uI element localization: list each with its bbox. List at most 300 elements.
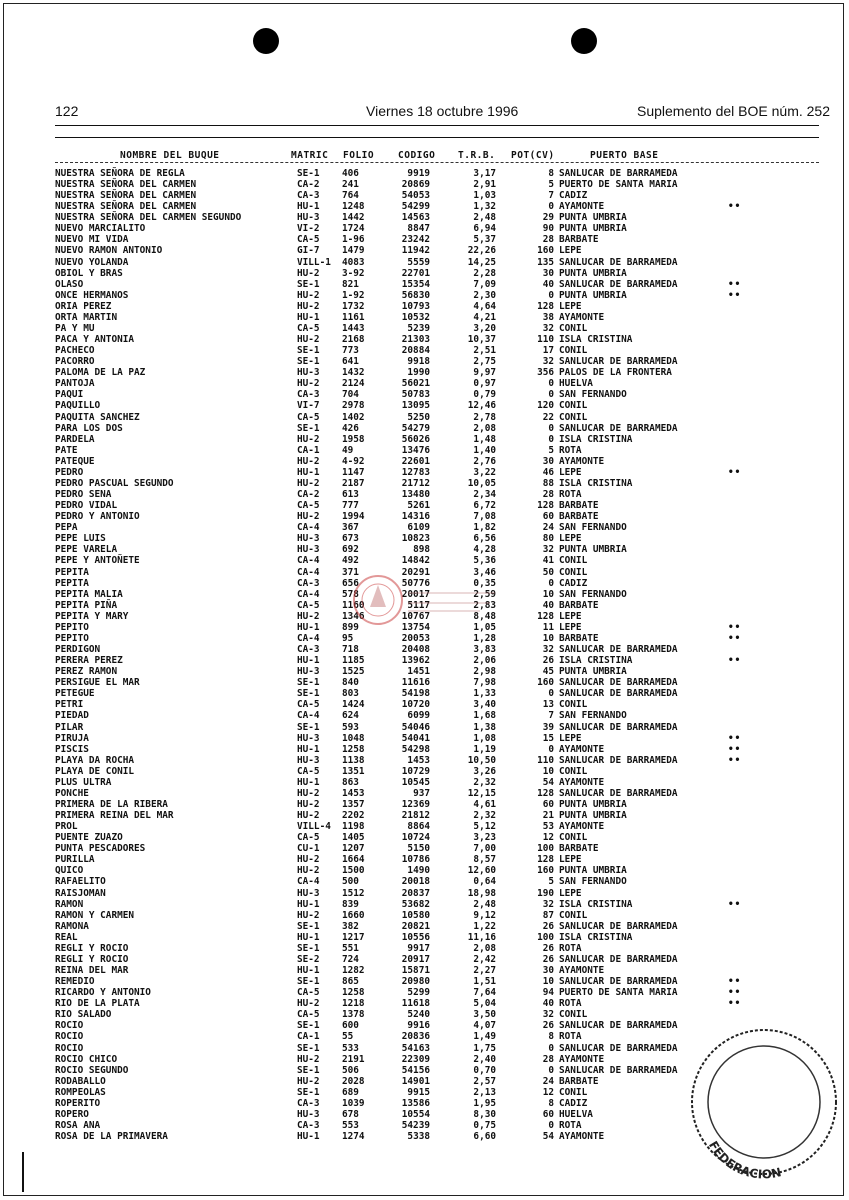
cell-pot: 128 (537, 500, 554, 512)
cell-name: NUEVO MI VIDA (55, 234, 129, 246)
col-trb-header: T.R.B. (458, 150, 496, 161)
cell-folio: 406 (342, 168, 359, 179)
cell-codigo: 5338 (407, 1131, 430, 1143)
cell-matric: HU-1 (297, 621, 320, 633)
cell-name: REGLI Y ROCIO (55, 953, 129, 965)
cell-port: SANLUCAR DE BARRAMEDA (559, 1042, 678, 1054)
cell-folio: 2124 (342, 378, 365, 390)
cell-trb: 0,79 (473, 389, 496, 401)
cell-port: PUNTA UMBRIA (559, 865, 627, 877)
cell-name: PUENTE ZUAZO (55, 832, 123, 844)
cell-matric: HU-1 (297, 965, 320, 977)
cell-folio: 724 (342, 953, 359, 965)
cell-pot: 0 (548, 389, 554, 401)
cell-matric: CA-3 (297, 389, 320, 401)
cell-name: PILAR (55, 721, 84, 733)
cell-name: RAMON (55, 898, 84, 910)
cell-trb: 1,49 (473, 1031, 496, 1043)
cell-folio: 1258 (342, 987, 365, 999)
cell-port: CADIZ (559, 190, 588, 202)
cell-codigo: 10823 (401, 533, 430, 545)
cell-pot: 80 (542, 533, 554, 545)
cell-folio: 1453 (342, 787, 365, 799)
cell-name: PETEGUE (55, 688, 95, 700)
cell-pot: 0 (548, 688, 554, 700)
cell-matric: HU-2 (297, 289, 320, 301)
cell-codigo: 13962 (401, 655, 430, 667)
cell-folio: 1443 (342, 322, 365, 334)
cell-name: PARDELA (55, 433, 95, 445)
cell-folio: 1958 (342, 433, 365, 445)
cell-trb: 10,37 (467, 334, 496, 346)
cell-port: HUELVA (559, 1108, 593, 1120)
cell-folio: 1357 (342, 798, 365, 810)
cell-name: PEPE VARELA (55, 544, 118, 556)
cell-port: LEPE (559, 732, 582, 744)
cell-pot: 28 (542, 489, 554, 501)
cell-pot: 40 (542, 278, 554, 290)
cell-matric: HU-2 (297, 300, 320, 312)
cell-matric: SE-1 (297, 1042, 320, 1054)
cell-name: PEDRO VIDAL (55, 500, 118, 512)
cell-folio: 624 (342, 710, 359, 722)
cell-codigo: 5261 (407, 500, 430, 512)
cell-name: RAFAELITO (55, 876, 106, 888)
cell-pot: 7 (548, 710, 554, 722)
cell-pot: 60 (542, 1108, 554, 1120)
cell-pot: 356 (537, 367, 554, 379)
cell-name: PACHECO (55, 345, 95, 357)
cell-trb: 7,09 (473, 278, 496, 290)
cell-codigo: 9916 (407, 1020, 430, 1032)
cell-trb: 1,08 (473, 732, 496, 744)
cell-name: PEPITO (55, 632, 89, 644)
cell-matric: HU-2 (297, 1053, 320, 1065)
cell-trb: 0,97 (473, 378, 496, 390)
cell-port: CONIL (559, 909, 588, 921)
cell-pot: 0 (548, 422, 554, 434)
cell-codigo: 11616 (401, 677, 430, 689)
cell-folio: 1217 (342, 931, 365, 943)
cell-matric: CA-5 (297, 411, 320, 423)
cell-folio: 1185 (342, 655, 365, 667)
issue-date: Viernes 18 octubre 1996 (366, 103, 519, 119)
cell-trb: 5,37 (473, 234, 496, 246)
cell-matric: HU-3 (297, 732, 320, 744)
cell-pot: 7 (548, 190, 554, 202)
cell-port: AYAMONTE (559, 743, 605, 755)
cell-mark: •• (728, 621, 742, 633)
cell-name: PATEQUE (55, 455, 95, 467)
cell-name: OBIOL Y BRAS (55, 267, 123, 279)
cell-name: PURILLA (55, 854, 95, 866)
cell-pot: 50 (542, 566, 554, 578)
stamp-text: FEDERACION (705, 1138, 783, 1182)
cell-pot: 128 (537, 300, 554, 312)
cell-port: PUNTA UMBRIA (559, 544, 627, 556)
cell-codigo: 21812 (401, 810, 430, 822)
cell-matric: CA-5 (297, 765, 320, 777)
cell-trb: 2,83 (473, 599, 496, 611)
cell-port: LEPE (559, 887, 582, 899)
cell-codigo: 21303 (401, 334, 430, 346)
cell-matric: SE-1 (297, 1086, 320, 1098)
cell-mark: •• (728, 278, 742, 290)
cell-folio: 1994 (342, 511, 365, 523)
cell-matric: HU-3 (297, 544, 320, 556)
cell-matric: HU-1 (297, 655, 320, 667)
cell-matric: CA-1 (297, 1031, 320, 1043)
cell-pot: 0 (548, 201, 554, 213)
cell-matric: HU-3 (297, 367, 320, 379)
cell-folio: 641 (342, 356, 359, 368)
cell-port: HUELVA (559, 378, 593, 390)
binder-hole-left (253, 28, 279, 54)
cell-trb: 18,98 (467, 887, 496, 899)
cell-matric: HU-2 (297, 798, 320, 810)
cell-name: PAQUILLO (55, 400, 101, 412)
cell-matric: HU-2 (297, 787, 320, 799)
cell-matric: HU-3 (297, 887, 320, 899)
cell-pot: 120 (537, 400, 554, 412)
cell-codigo: 13476 (401, 444, 430, 456)
cell-port: AYAMONTE (559, 1053, 605, 1065)
cell-trb: 3,26 (473, 765, 496, 777)
cell-name: PEPITA (55, 566, 89, 578)
cell-name: PRIMERA DE LA RIBERA (55, 798, 168, 810)
cell-pot: 135 (537, 256, 554, 268)
cell-name: ORIA PEREZ (55, 300, 112, 312)
cell-codigo: 20837 (401, 887, 430, 899)
cell-matric: SE-1 (297, 278, 320, 290)
cell-pot: 190 (537, 887, 554, 899)
cell-folio: 55 (342, 1031, 354, 1043)
cell-trb: 2,40 (473, 1053, 496, 1065)
cell-port: SAN FERNANDO (559, 588, 627, 600)
cell-name: QUICO (55, 865, 84, 877)
cell-trb: 1,48 (473, 433, 496, 445)
cell-folio: 551 (342, 942, 359, 954)
cell-codigo: 10554 (401, 1108, 430, 1120)
cell-name: ROCIO (55, 1020, 84, 1032)
cell-codigo: 20869 (401, 179, 430, 191)
cell-folio: 839 (342, 898, 359, 910)
cell-trb: 4,64 (473, 300, 496, 312)
cell-port: ROTA (559, 942, 582, 954)
cell-folio: 600 (342, 1020, 359, 1032)
cell-pot: 17 (542, 345, 554, 357)
cell-codigo: 8864 (407, 821, 430, 833)
cell-folio: 678 (342, 1108, 359, 1120)
cell-trb: 4,07 (473, 1020, 496, 1032)
cell-trb: 1,40 (473, 444, 496, 456)
cell-folio: 500 (342, 876, 359, 888)
cell-matric: CA-5 (297, 832, 320, 844)
cell-name: PALOMA DE LA PAZ (55, 367, 146, 379)
cell-trb: 9,97 (473, 367, 496, 379)
cell-codigo: 20836 (401, 1031, 430, 1043)
cell-matric: CA-5 (297, 1009, 320, 1021)
cell-codigo: 1451 (407, 666, 430, 678)
cell-port: CONIL (559, 699, 588, 711)
cell-trb: 3,40 (473, 699, 496, 711)
cell-folio: 49 (342, 444, 354, 456)
cell-matric: HU-1 (297, 466, 320, 478)
cell-name: ROSA DE LA PRIMAVERA (55, 1131, 168, 1143)
cell-folio: 899 (342, 621, 359, 633)
page-number: 122 (55, 103, 79, 119)
cell-matric: CU-1 (297, 843, 320, 855)
cell-port: BARBATE (559, 500, 599, 512)
cell-name: ROPERITO (55, 1097, 101, 1109)
cell-pot: 10 (542, 632, 554, 644)
cell-pot: 0 (548, 378, 554, 390)
cell-folio: 3-92 (342, 267, 365, 279)
cell-port: LEPE (559, 854, 582, 866)
cell-codigo: 937 (413, 787, 430, 799)
cell-pot: 100 (537, 843, 554, 855)
cell-port: SANLUCAR DE BARRAMEDA (559, 787, 678, 799)
cell-name: NUESTRA SEÑORA DEL CARMEN SEGUNDO (55, 212, 242, 224)
cell-name: ROMPEOLAS (55, 1086, 106, 1098)
cell-trb: 0,35 (473, 577, 496, 589)
cell-name: NUEVO RAMON ANTONIO (55, 245, 163, 257)
cell-name: ROCIO SEGUNDO (55, 1064, 129, 1076)
cell-matric: HU-3 (297, 1108, 320, 1120)
cell-matric: SE-1 (297, 721, 320, 733)
cell-trb: 2,32 (473, 810, 496, 822)
col-matric-header: MATRIC (291, 150, 329, 161)
cell-matric: CA-5 (297, 234, 320, 246)
cell-name: PEDRO SENA (55, 489, 112, 501)
cell-pot: 15 (542, 732, 554, 744)
cell-trb: 1,28 (473, 632, 496, 644)
cell-codigo: 1453 (407, 754, 430, 766)
cell-pot: 0 (548, 1064, 554, 1076)
cell-pot: 8 (548, 1031, 554, 1043)
header-rule-thin (55, 137, 819, 138)
cell-trb: 2,27 (473, 965, 496, 977)
cell-matric: VILL-1 (297, 256, 331, 268)
cell-codigo: 10556 (401, 931, 430, 943)
cell-folio: 865 (342, 976, 359, 988)
cell-name: PLUS ULTRA (55, 776, 112, 788)
cell-matric: CA-1 (297, 444, 320, 456)
cell-folio: 1405 (342, 832, 365, 844)
cell-matric: SE-1 (297, 688, 320, 700)
cell-folio: 2191 (342, 1053, 365, 1065)
cell-mark: •• (728, 754, 742, 766)
cell-trb: 1,32 (473, 201, 496, 213)
cell-codigo: 20980 (401, 976, 430, 988)
cell-codigo: 50776 (401, 577, 430, 589)
cell-folio: 1-92 (342, 289, 365, 301)
cell-codigo: 14563 (401, 212, 430, 224)
cell-folio: 1424 (342, 699, 365, 711)
cell-folio: 821 (342, 278, 359, 290)
cell-pot: 110 (537, 754, 554, 766)
cell-codigo: 12783 (401, 466, 430, 478)
cell-port: AYAMONTE (559, 201, 605, 213)
cell-port: AYAMONTE (559, 1131, 605, 1143)
cell-port: BARBATE (559, 511, 599, 523)
cell-codigo: 54046 (401, 721, 430, 733)
cell-matric: CA-2 (297, 179, 320, 191)
cell-name: ROCIO (55, 1031, 84, 1043)
cell-port: ISLA CRISTINA (559, 898, 633, 910)
cell-port: CONIL (559, 832, 588, 844)
cell-pot: 30 (542, 455, 554, 467)
cell-trb: 2,51 (473, 345, 496, 357)
cell-codigo: 5559 (407, 256, 430, 268)
cell-matric: HU-2 (297, 810, 320, 822)
cell-pot: 40 (542, 998, 554, 1010)
cell-trb: 0,64 (473, 876, 496, 888)
cell-matric: CA-3 (297, 1120, 320, 1132)
cell-codigo: 14842 (401, 555, 430, 567)
cell-matric: HU-2 (297, 998, 320, 1010)
cell-port: ROTA (559, 489, 582, 501)
official-stamp (664, 1022, 849, 1182)
cell-trb: 2,42 (473, 953, 496, 965)
cell-codigo: 54163 (401, 1042, 430, 1054)
col-pot-header: POT(CV) (511, 150, 555, 161)
cell-trb: 7,64 (473, 987, 496, 999)
cell-pot: 26 (542, 920, 554, 932)
cell-port: SANLUCAR DE BARRAMEDA (559, 976, 678, 988)
cell-codigo: 5117 (407, 599, 430, 611)
cell-folio: 1039 (342, 1097, 365, 1109)
cell-trb: 8,48 (473, 610, 496, 622)
cell-trb: 10,50 (467, 754, 496, 766)
cell-port: PUERTO DE SANTA MARIA (559, 179, 678, 191)
cell-pot: 28 (542, 1053, 554, 1065)
cell-matric: HU-1 (297, 743, 320, 755)
cell-pot: 41 (542, 555, 554, 567)
cell-codigo: 12369 (401, 798, 430, 810)
cell-trb: 2,08 (473, 422, 496, 434)
cell-pot: 24 (542, 522, 554, 534)
cell-folio: 1274 (342, 1131, 365, 1143)
cell-pot: 32 (542, 544, 554, 556)
cell-matric: SE-1 (297, 356, 320, 368)
cell-matric: CA-4 (297, 876, 320, 888)
cell-pot: 40 (542, 599, 554, 611)
cell-name: PEPITO (55, 621, 89, 633)
cell-folio: 241 (342, 179, 359, 191)
cell-trb: 5,04 (473, 998, 496, 1010)
cell-pot: 29 (542, 212, 554, 224)
cell-codigo: 54299 (401, 201, 430, 213)
cell-name: NUESTRA SEÑORA DEL CARMEN (55, 201, 197, 213)
cell-codigo: 23242 (401, 234, 430, 246)
cell-folio: 1402 (342, 411, 365, 423)
cell-folio: 1207 (342, 843, 365, 855)
cell-pot: 38 (542, 311, 554, 323)
cell-codigo: 10545 (401, 776, 430, 788)
cell-pot: 26 (542, 655, 554, 667)
cell-folio: 803 (342, 688, 359, 700)
cell-port: LEPE (559, 610, 582, 622)
cell-pot: 28 (542, 234, 554, 246)
cell-trb: 9,12 (473, 909, 496, 921)
cell-trb: 6,56 (473, 533, 496, 545)
cell-name: PEPITA Y MARY (55, 610, 129, 622)
cell-codigo: 9917 (407, 942, 430, 954)
cell-codigo: 6099 (407, 710, 430, 722)
cell-trb: 2,32 (473, 776, 496, 788)
cell-folio: 95 (342, 632, 354, 644)
cell-matric: SE-1 (297, 345, 320, 357)
cell-codigo: 898 (413, 544, 430, 556)
cell-codigo: 6109 (407, 522, 430, 534)
cell-trb: 2,59 (473, 588, 496, 600)
cell-port: SAN FERNANDO (559, 876, 627, 888)
cell-name: OLASO (55, 278, 84, 290)
cell-port: BARBATE (559, 599, 599, 611)
cell-name: PACA Y ANTONIA (55, 334, 135, 346)
cell-trb: 1,51 (473, 976, 496, 988)
cell-port: ROTA (559, 444, 582, 456)
cell-matric: HU-2 (297, 909, 320, 921)
cell-port: SAN FERNANDO (559, 389, 627, 401)
cell-mark: •• (728, 289, 742, 301)
cell-pot: 0 (548, 577, 554, 589)
cell-name: NUEVO MARCIALITO (55, 223, 146, 235)
cell-matric: HU-2 (297, 511, 320, 523)
cell-mark: •• (728, 976, 742, 988)
cell-folio: 1258 (342, 743, 365, 755)
cell-trb: 4,28 (473, 544, 496, 556)
cell-pot: 128 (537, 610, 554, 622)
cell-trb: 2,91 (473, 179, 496, 191)
cell-codigo: 20884 (401, 345, 430, 357)
cell-folio: 689 (342, 1086, 359, 1098)
cell-matric: CA-4 (297, 710, 320, 722)
cell-pot: 24 (542, 1075, 554, 1087)
cell-trb: 6,94 (473, 223, 496, 235)
cell-pot: 32 (542, 1009, 554, 1021)
cell-folio: 1660 (342, 909, 365, 921)
cell-folio: 718 (342, 644, 359, 655)
cell-codigo: 13586 (401, 1097, 430, 1109)
cell-matric: SE-1 (297, 1020, 320, 1032)
cell-folio: 1346 (342, 610, 365, 622)
cell-matric: CA-4 (297, 588, 320, 600)
cell-name: PEREZ RAMON (55, 666, 118, 678)
cell-port: SAN FERNANDO (559, 522, 627, 534)
cell-folio: 1500 (342, 865, 365, 877)
cell-port: SANLUCAR DE BARRAMEDA (559, 953, 678, 965)
cell-name: PIRUJA (55, 732, 89, 744)
cell-trb: 2,06 (473, 655, 496, 667)
cell-name: PATE (55, 444, 78, 456)
margin-mark (22, 1152, 24, 1192)
cell-mark: •• (728, 732, 742, 744)
cell-matric: SE-1 (297, 920, 320, 932)
cell-codigo: 15871 (401, 965, 430, 977)
cell-trb: 3,83 (473, 644, 496, 655)
cell-trb: 8,30 (473, 1108, 496, 1120)
cell-pot: 0 (548, 743, 554, 755)
cell-trb: 7,98 (473, 677, 496, 689)
cell-codigo: 22601 (401, 455, 430, 467)
cell-trb: 5,12 (473, 821, 496, 833)
cell-codigo: 10724 (401, 832, 430, 844)
cell-pot: 160 (537, 677, 554, 689)
cell-name: PEPE Y ANTOÑETE (55, 555, 140, 567)
cell-mark: •• (728, 998, 742, 1010)
